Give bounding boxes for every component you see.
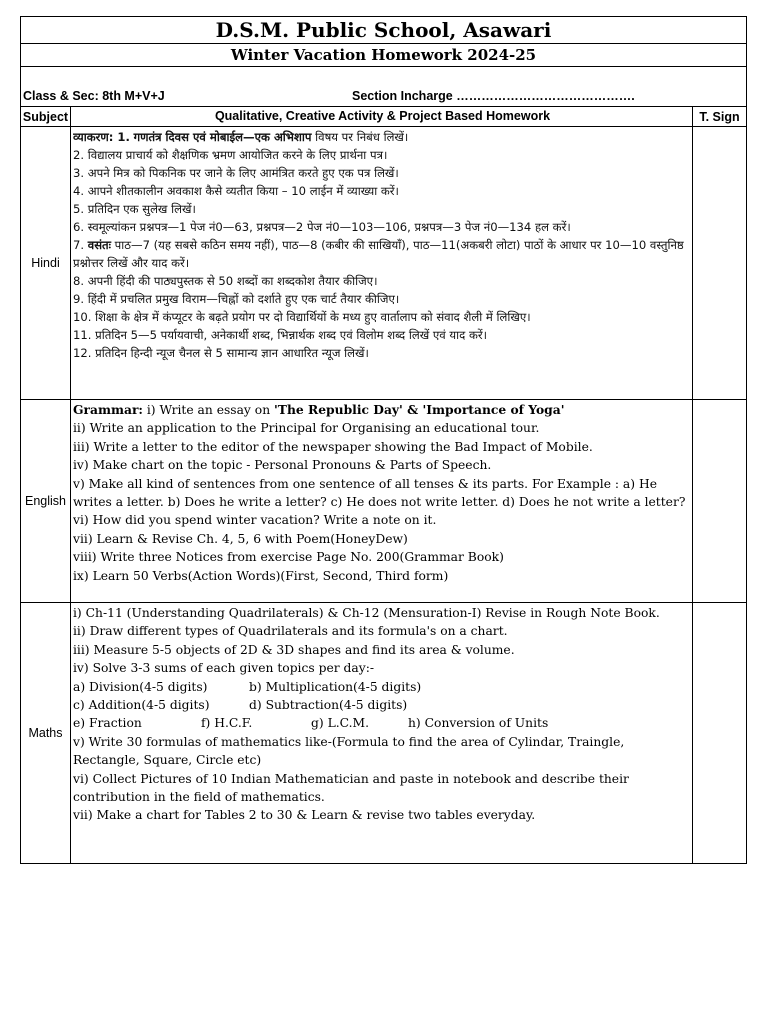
- maths-item: ii) Draw different types of Quadrilaterals and its formula's on a chart.: [73, 624, 508, 639]
- hindi-homework: [71, 127, 693, 399]
- maths-item: v) Write 30 formulas of mathematics like-(Formula to find the area of Cylindar, Traingle, Rectangle, Square, Circle etc): [73, 734, 625, 768]
- sign-maths: [693, 603, 746, 863]
- hindi-item: 8. अपनी हिंदी की पाठ्यपुस्तक से 50 शब्दों का शब्दकोश तैयार कीजिए।: [73, 274, 378, 288]
- english-item: ii) Write an application to the Principal for Organising an educational tour.: [73, 421, 540, 436]
- hindi-item: व्याकरण: 1. गणतंत्र दिवस एवं मोबाईल—एक अभिशाप विषय पर निबंध लिखें।: [73, 130, 409, 144]
- hindi-item: 11. प्रतिदिन 5—5 पर्यायवाची, अनेकार्थी शब्द, भिन्नार्थक शब्द एवं विलोम शब्द लिखें एवं याद करें।: [73, 328, 488, 342]
- english-item: vii) Learn & Revise Ch. 4, 5, 6 with Poem(HoneyDew): [73, 531, 408, 546]
- blank-row: [21, 67, 746, 87]
- maths-item: e) Fraction f) H.C.F. g) L.C.M. h) Conversion of Units: [73, 716, 549, 731]
- class-info-row: [21, 87, 746, 107]
- subject-hindi: Hindi: [21, 127, 71, 399]
- table-header-row: [21, 107, 746, 127]
- hindi-item: 9. हिंदी में प्रचलित प्रमुख विराम—चिह्नों को दर्शाते हुए एक चार्ट तैयार कीजिए।: [73, 292, 400, 306]
- hindi-item: 6. स्वमूल्यांकन प्रश्नपत्र—1 पेज नं0—63, प्रश्नपत्र—2 पेज नं0—103—106, प्रश्नपत्र—3 पेज नं0—134 हल करें।: [73, 220, 571, 234]
- table-row-maths: [21, 603, 746, 864]
- english-item: ix) Learn 50 Verbs(Action Words)(First, Second, Third form): [73, 568, 449, 583]
- hindi-item: 2. विद्यालय प्राचार्य को शैक्षणिक भ्रमण आयोजित करने के लिए प्रार्थना पत्र।: [73, 148, 388, 162]
- class-section: Class & Sec: 8th M+V+J: [23, 89, 165, 103]
- hindi-item: 10. शिक्षा के क्षेत्र में कंप्यूटर के बढ़ते प्रयोग पर दो विद्यार्थियों के मध्य हुए वार्तालाप को संवाद शैली में लिखिए।: [73, 310, 531, 324]
- english-item: iii) Write a letter to the editor of the newspaper showing the Bad Impact of Mobile.: [73, 439, 593, 454]
- english-homework: [71, 400, 693, 602]
- english-item: vi) How did you spend winter vacation? Write a note on it.: [73, 513, 437, 528]
- english-item: v) Make all kind of sentences from one sentence of all tenses & its parts. For Example : a) He writes a letter. b) Does he write a letter? c) He does not write letter. d) Does he not write a letter?: [73, 476, 686, 510]
- maths-item: iii) Measure 5-5 objects of 2D & 3D shapes and find its area & volume.: [73, 642, 515, 657]
- sign-english: [693, 400, 746, 602]
- hindi-item: 4. आपने शीतकालीन अवकाश कैसे व्यतीत किया – 10 लाईन में व्याख्या करें।: [73, 184, 399, 198]
- maths-homework: [71, 603, 693, 863]
- subject-maths: Maths: [21, 603, 71, 863]
- hindi-item: 3. अपने मित्र को पिकनिक पर जाने के लिए आमंत्रित करते हुए एक पत्र लिखें।: [73, 166, 399, 180]
- english-item: viii) Write three Notices from exercise Page No. 200(Grammar Book): [73, 550, 504, 565]
- hindi-item: 5. प्रतिदिन एक सुलेख लिखें।: [73, 202, 196, 216]
- hindi-item: 7. वसंतः पाठ—7 (यह सबसे कठिन समय नहीं), पाठ—8 (कबीर की साखियाँ), पाठ—11(अकबरी लोटा) पाठों के आधार पर 10—10 वस्तुनिष्ठ प्रश्नोत्तर लिखें और याद करें।: [73, 238, 684, 270]
- col-homework: Qualitative, Creative Activity & Project Based Homework: [71, 107, 693, 126]
- school-name: D.S.M. Public School, Asawari: [21, 17, 746, 44]
- col-teacher-sign: T. Sign: [699, 109, 740, 124]
- maths-item: iv) Solve 3-3 sums of each given topics per day:-: [73, 661, 374, 676]
- maths-item: vii) Make a chart for Tables 2 to 30 & Learn & revise two tables everyday.: [73, 808, 536, 823]
- maths-item: vi) Collect Pictures of 10 Indian Mathematician and paste in notebook and describe their contribution in the field of mathematics.: [73, 771, 629, 805]
- table-row-hindi: [21, 127, 746, 400]
- sign-hindi: [693, 127, 746, 399]
- english-item: iv) Make chart on the topic - Personal Pronouns & Parts of Speech.: [73, 458, 492, 473]
- subject-english: English: [21, 400, 71, 602]
- homework-title: Winter Vacation Homework 2024-25: [21, 44, 746, 67]
- maths-item: c) Addition(4-5 digits) d) Subtraction(4-5 digits): [73, 698, 408, 713]
- col-subject: Subject: [21, 107, 71, 126]
- maths-item: a) Division(4-5 digits) b) Multiplication(4-5 digits): [73, 679, 422, 694]
- maths-item: i) Ch-11 (Understanding Quadrilaterals) & Ch-12 (Mensuration-I) Revise in Rough Note Book.: [73, 606, 660, 620]
- table-row-english: [21, 400, 746, 603]
- homework-sheet: [20, 16, 747, 864]
- section-incharge: Section Incharge …………………………………….: [352, 89, 635, 103]
- english-item: Grammar: i) Write an essay on 'The Republic Day' & 'Importance of Yoga': [73, 402, 565, 417]
- hindi-item: 12. प्रतिदिन हिन्दी न्यूज चैनल से 5 सामान्य ज्ञान आधारित न्यूज लिखें।: [73, 346, 369, 360]
